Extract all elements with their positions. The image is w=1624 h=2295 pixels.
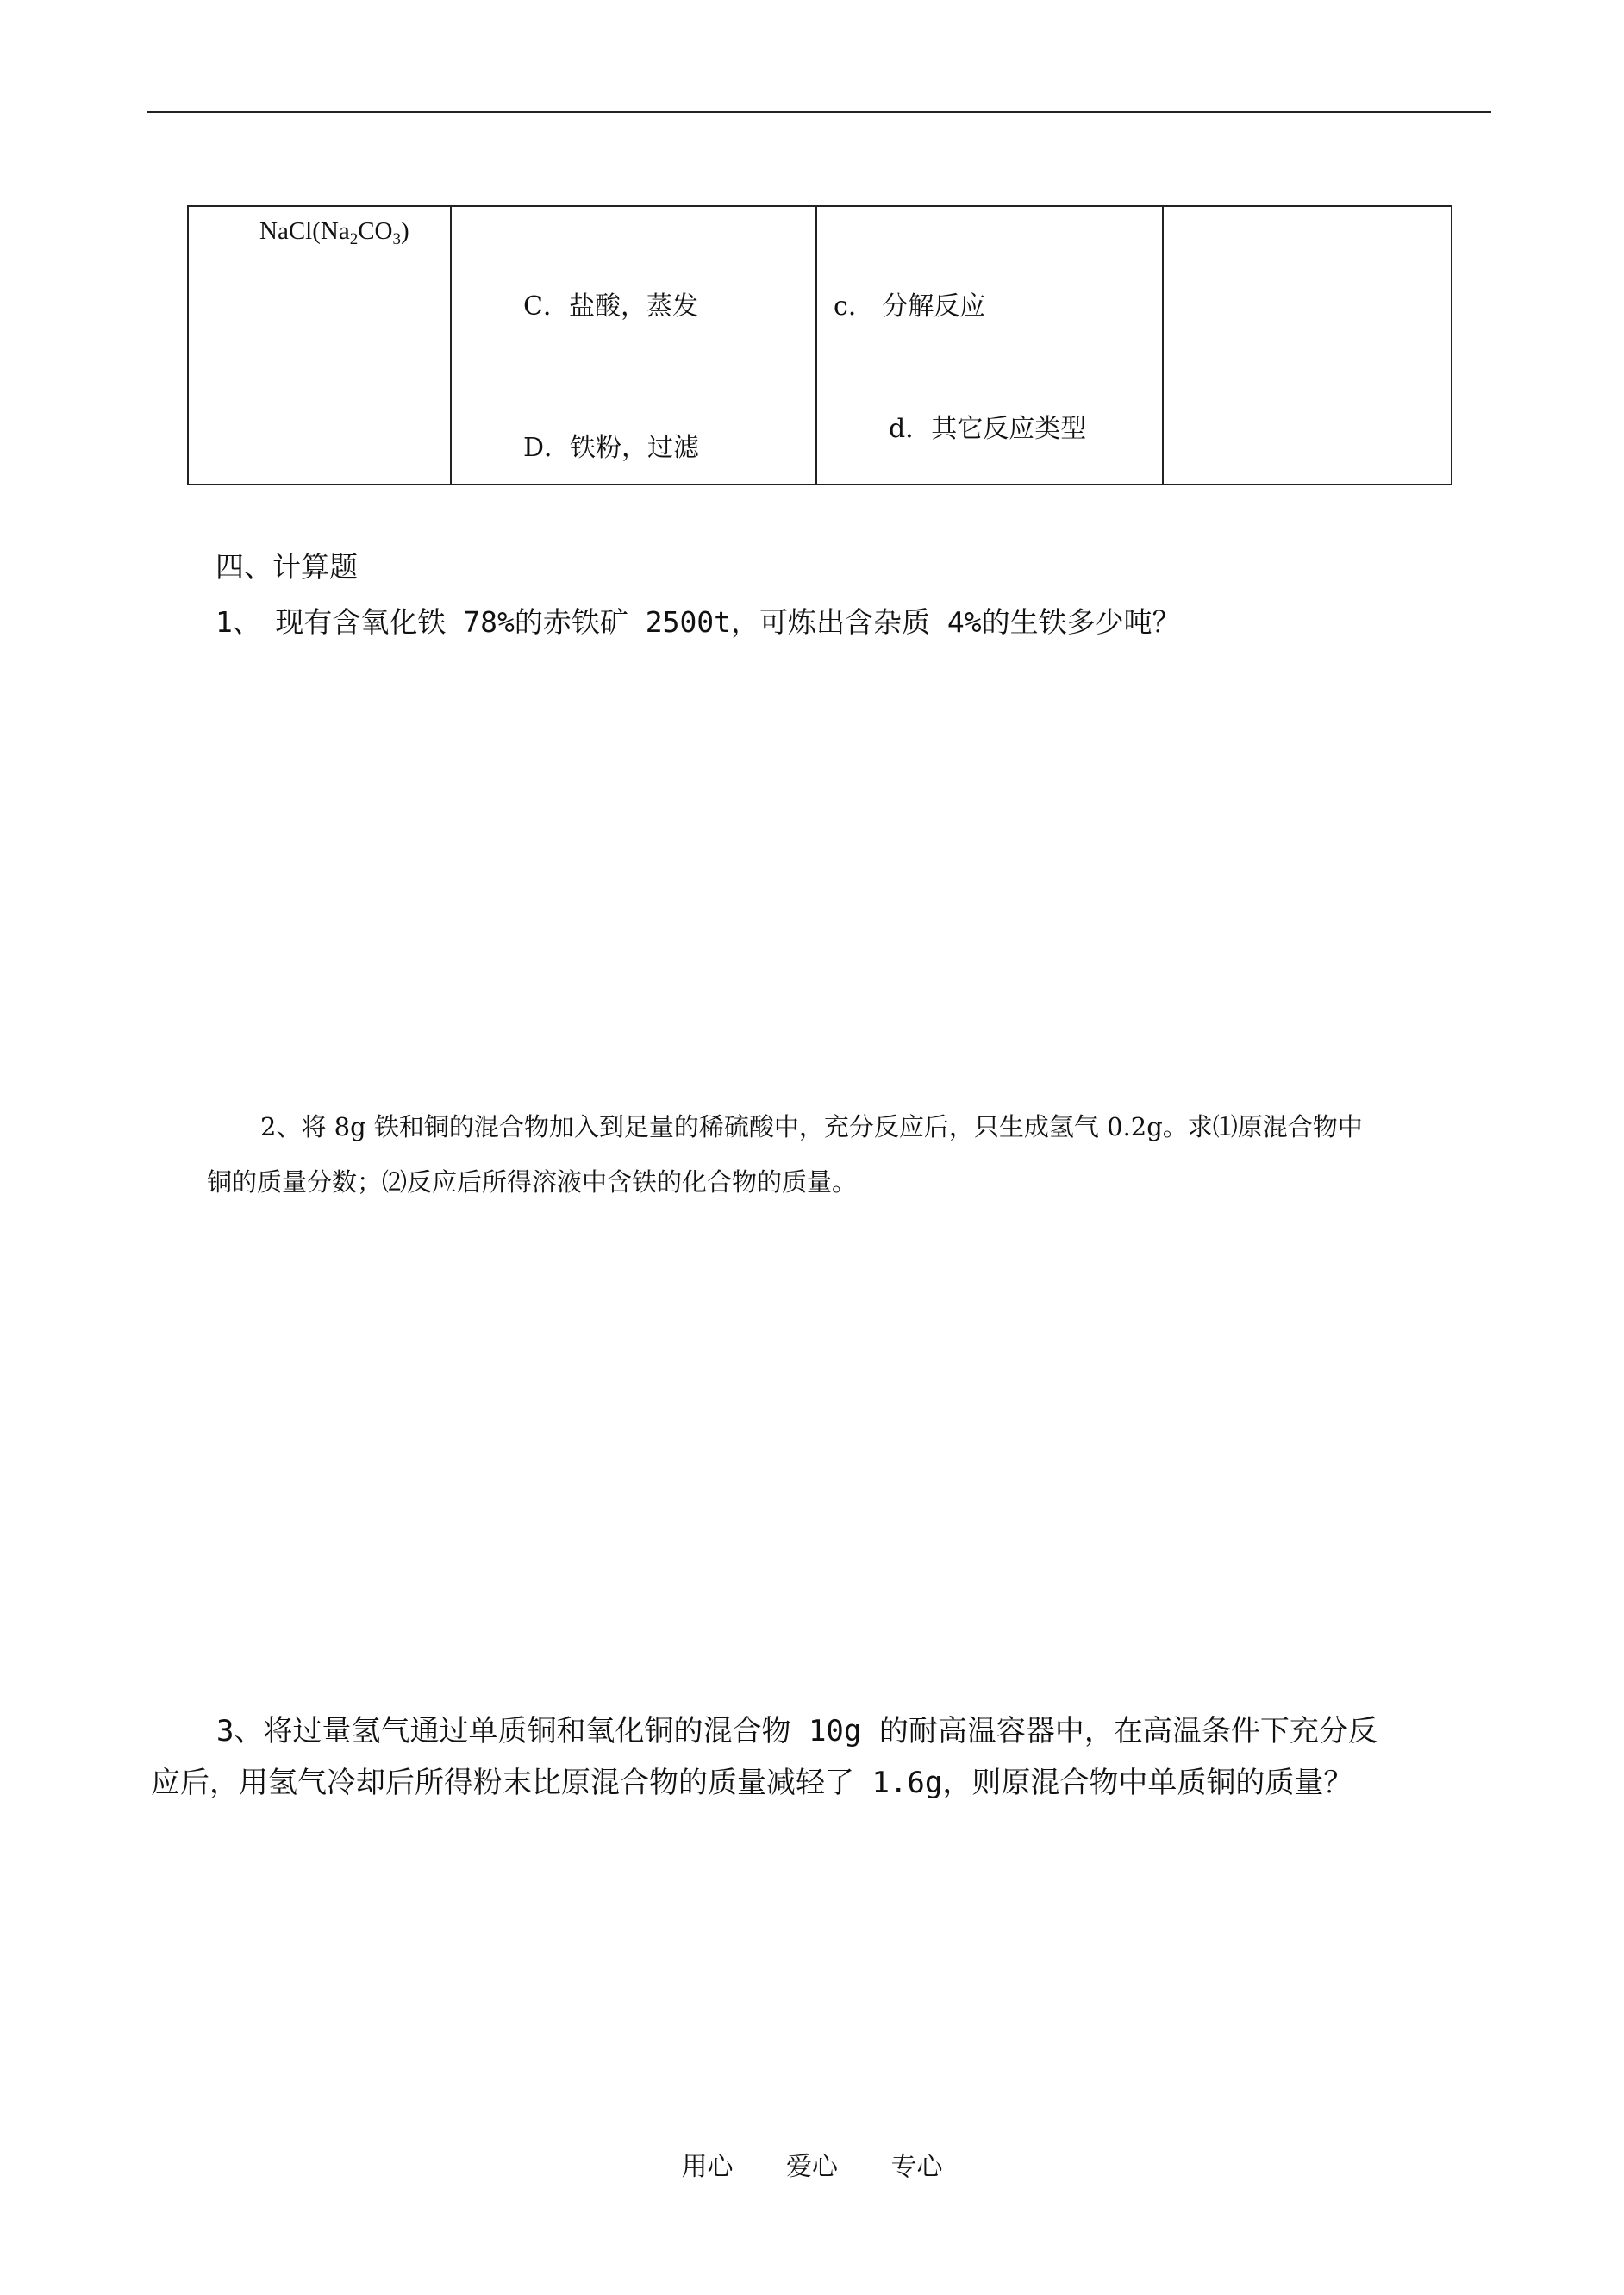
- question-2-line-1: 2、将 8g 铁和铜的混合物加入到足量的稀硫酸中，充分反应后，只生成氢气 0.2g。求⑴原混合物中: [260, 1112, 1363, 1141]
- method-option-d: D．铁粉，过滤: [523, 433, 700, 463]
- footer-word-2: 爱心: [786, 2152, 838, 2182]
- question-3-line-2: 应后，用氢气冷却后所得粉末比原混合物的质量减轻了 1.6g，则原混合物中单质铜的质量？: [151, 1766, 1353, 1800]
- footer-word-3: 专心: [890, 2152, 943, 2182]
- substance-cell: [188, 206, 451, 485]
- reaction-type-c: c. 分解反应: [834, 291, 986, 322]
- question-2-line-2: 铜的质量分数；⑵反应后所得溶液中含铁的化合物的质量。: [207, 1167, 858, 1197]
- method-cell: [451, 206, 816, 485]
- question-3-line-1: 3、将过量氢气通过单质铜和氧化铜的混合物 10g 的耐高温容器中，在高温条件下充分反: [216, 1714, 1377, 1748]
- method-option-c: C．盐酸，蒸发: [523, 291, 698, 322]
- section-heading: 四、计算题: [215, 550, 358, 584]
- question-1: 1、 现有含氧化铁 78%的赤铁矿 2500t，可炼出含杂质 4%的生铁多少吨？: [215, 605, 1181, 639]
- reaction-type-cell: [816, 206, 1163, 485]
- substance-formula: $NaCl(Na_2CO_3)$: [259, 217, 409, 248]
- reaction-type-d: d．其它反应类型: [889, 414, 1087, 444]
- page-footer: [0, 2145, 1624, 2183]
- impurity-removal-table: [187, 205, 1452, 485]
- answer-cell: [1163, 206, 1452, 485]
- header-rule: [147, 111, 1491, 113]
- footer-word-1: 用心: [681, 2152, 734, 2182]
- table-row: [188, 206, 1452, 485]
